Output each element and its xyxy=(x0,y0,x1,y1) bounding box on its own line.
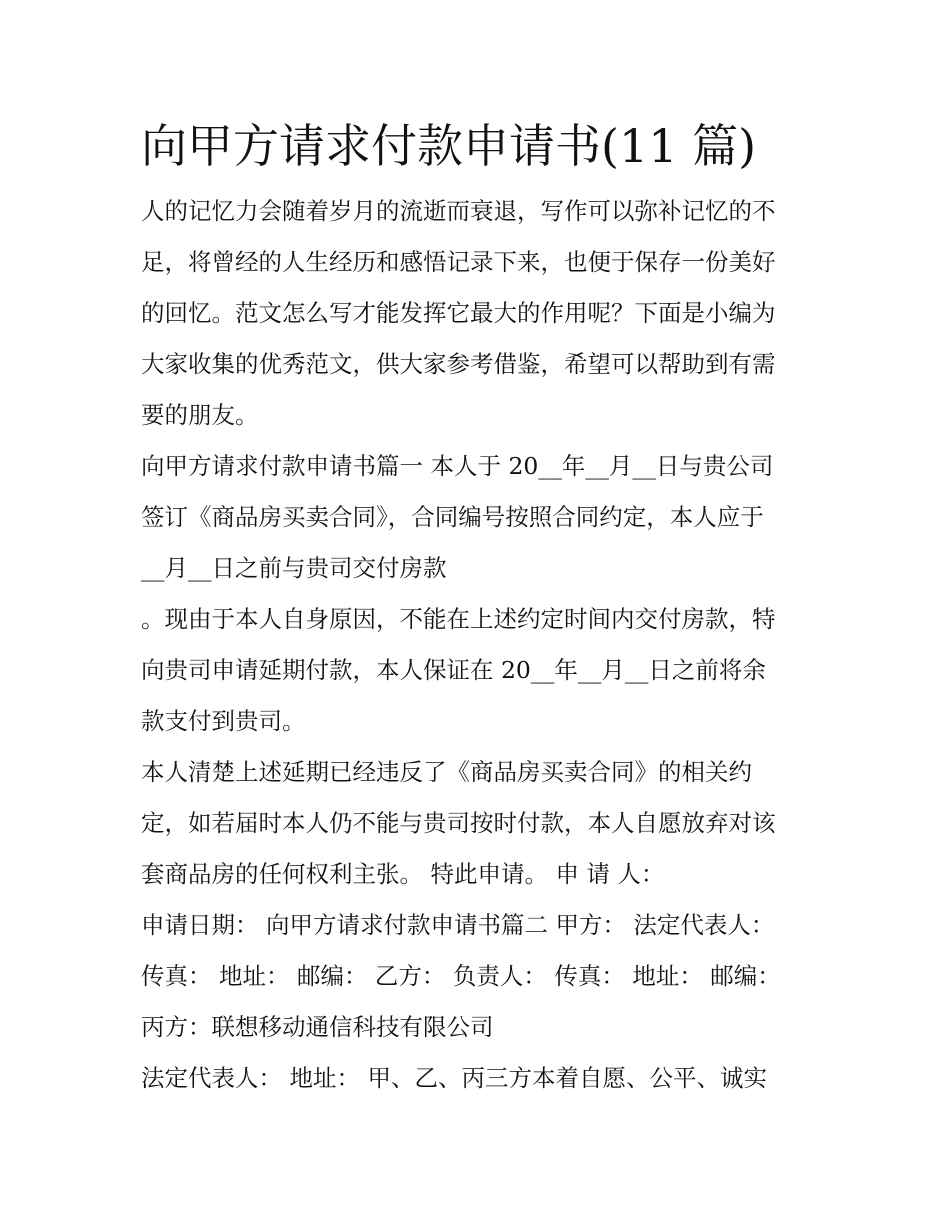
document-title: 向甲方请求付款申请书(11 篇) xyxy=(141,119,757,173)
body-line: 款支付到贵司。 xyxy=(141,707,306,735)
body-line: 向贵司申请延期付款，本人保证在 20__年__月__日之前将余 xyxy=(141,656,766,684)
body-line: __月__日之前与贵司交付房款 xyxy=(141,554,447,582)
body-line: 法定代表人： 地址： 甲、乙、丙三方本着自愿、公平、诚实 xyxy=(141,1064,767,1092)
body-line: 。现由于本人自身原因，不能在上述约定时间内交付房款，特 xyxy=(141,605,776,633)
document-body xyxy=(141,186,813,1104)
body-line: 本人清楚上述延期已经违反了《商品房买卖合同》的相关约 xyxy=(141,758,752,786)
body-line: 签订《商品房买卖合同》，合同编号按照合同约定，本人应于 xyxy=(141,503,764,531)
body-line: 足，将曾经的人生经历和感悟记录下来，也便于保存一份美好 xyxy=(141,248,776,276)
body-line: 要的朋友。 xyxy=(141,401,259,429)
body-line: 丙方：联想移动通信科技有限公司 xyxy=(141,1013,494,1041)
body-line: 定，如若届时本人仍不能与贵司按时付款，本人自愿放弃对该 xyxy=(141,809,776,837)
document-page xyxy=(141,110,813,1104)
body-line: 申请日期： 向甲方请求付款申请书篇二 甲方： 法定代表人： xyxy=(141,911,775,939)
body-line: 向甲方请求付款申请书篇一 本人于 20__年__月__日与贵公司 xyxy=(141,452,774,480)
body-line: 套商品房的任何权利主张。 特此申请。 申 请 人： xyxy=(141,860,665,888)
body-line: 传真： 地址： 邮编： 乙方： 负责人： 传真： 地址： 邮编： xyxy=(141,962,781,990)
body-line: 大家收集的优秀范文，供大家参考借鉴，希望可以帮助到有需 xyxy=(141,350,776,378)
body-line: 人的记忆力会随着岁月的流逝而衰退，写作可以弥补记忆的不 xyxy=(141,197,776,225)
body-line: 的回忆。范文怎么写才能发挥它最大的作用呢？下面是小编为 xyxy=(141,299,776,327)
